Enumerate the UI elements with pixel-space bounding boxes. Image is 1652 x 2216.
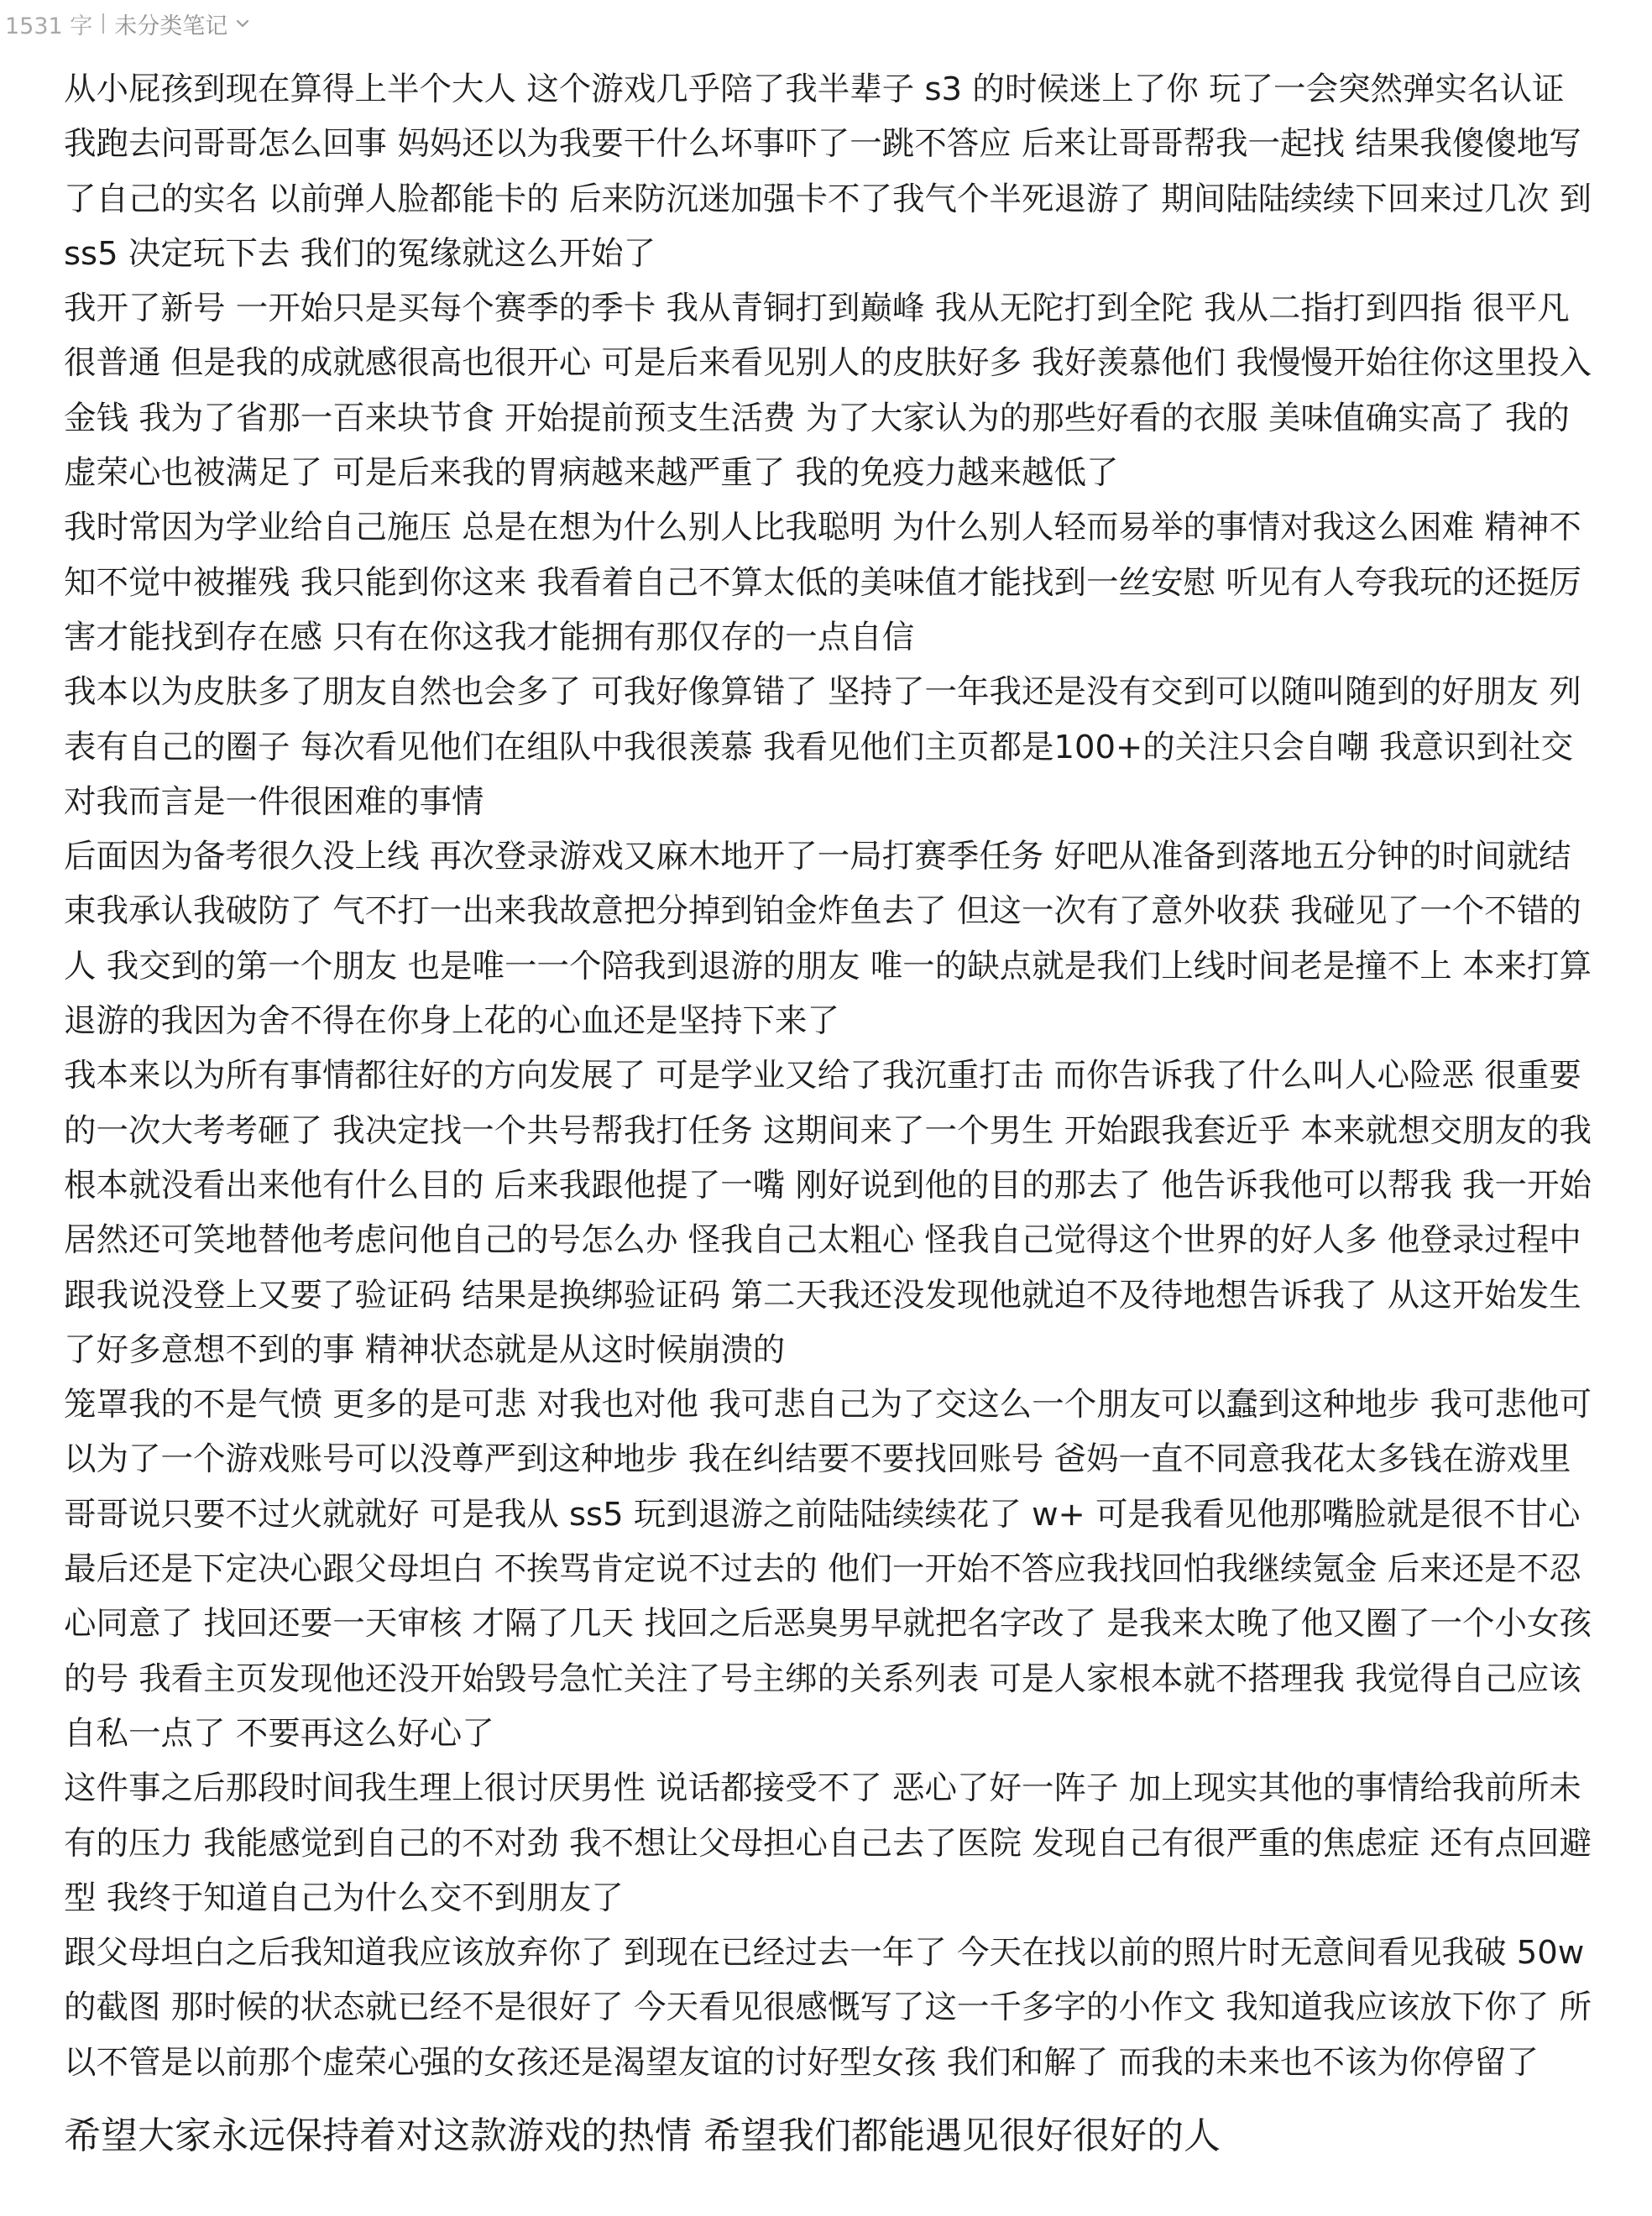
paragraph-4: 我本以为皮肤多了朋友自然也会多了 可我好像算错了 坚持了一年我还是没有交到可以随叫随到的好朋友 列表有自己的圈子 每次看见他们在组队中我很羡慕 我看见他们主页都是100+的关注只会自嘲 我意识到社交对我而言是一件很困难的事情 — [64, 673, 1581, 821]
folder-selector[interactable] — [114, 8, 251, 40]
paragraph-7: 笼罩我的不是气愤 更多的是可悲 对我也对他 我可悲自己为了交这么一个朋友可以蠢到这种地步 我可悲他可以为了一个游戏账号可以没尊严到这种地步 我在纠结要不要找回账号 爸妈一直不同意我花太多钱在游戏里 哥哥说只要不过火就就好 可是我从 ss5 玩到退游之前陆陆续续花了 w+ 可是我看见他那嘴脸就是很不甘心 最后还是下定决心跟父母坦白 不挨骂肯定说不过去的 他们一开始不答应我找回怕我继续氪金 后来还是不忍心同意了 找回还要一天审核 才隔了几天 找回之后恶臭男早就把名字改了 是我来太晚了他又圈了一个小女孩的号 我看主页发现他还没开始毁号急忙关注了号主绑的关系列表 可是人家根本就不搭理我 我觉得自己应该自私一点了 不要再这么好心了 — [64, 1386, 1592, 1753]
word-count: 1531 字 — [5, 13, 93, 39]
closing-line: 希望大家永远保持着对这款游戏的热情 希望我们都能遇见很好很好的人 — [64, 2114, 1221, 2157]
paragraph-9: 跟父母坦白之后我知道我应该放弃你了 到现在已经过去一年了 今天在找以前的照片时无意间看见我破 50w 的截图 那时候的状态就已经不是很好了 今天看见很感慨写了这一千多字的小作文 我知道我应该放下你了 所以不管是以前那个虚荣心强的女孩还是渴望友谊的讨好型女孩 我们和解了 而我的未来也不该为你停留了 — [64, 1934, 1592, 2082]
note-header — [0, 0, 251, 47]
paragraph-2: 我开了新号 一开始只是买每个赛季的季卡 我从青铜打到巅峰 我从无陀打到全陀 我从二指打到四指 很平凡很普通 但是我的成就感很高也很开心 可是后来看见别人的皮肤好多 我好羡慕他们 我慢慢开始往你这里投入金钱 我为了省那一百来块节食 开始提前预支生活费 为了大家认为的那些好看的衣服 美味值确实高了 我的虚荣心也被满足了 可是后来我的胃病越来越严重了 我的免疫力越来越低了 — [64, 290, 1592, 493]
paragraph-8: 这件事之后那段时间我生理上很讨厌男性 说话都接受不了 恶心了好一阵子 加上现实其他的事情给我前所未有的压力 我能感觉到自己的不对劲 我不想让父母担心自己去了医院 发现自己有很严重的焦虑症 还有点回避型 我终于知道自己为什么交不到朋友了 — [64, 1769, 1592, 1917]
folder-label: 未分类笔记 — [114, 13, 228, 39]
chevron-down-icon — [234, 15, 251, 32]
paragraph-5: 后面因为备考很久没上线 再次登录游戏又麻木地开了一局打赛季任务 好吧从准备到落地五分钟的时间就结束我承认我破防了 气不打一出来我故意把分掉到铂金炸鱼去了 但这一次有了意外收获 我碰见了一个不错的人 我交到的第一个朋友 也是唯一一个陪我到退游的朋友 唯一的缺点就是我们上线时间老是撞不上 本来打算退游的我因为舍不得在你身上花的心血还是坚持下来了 — [64, 838, 1592, 1041]
paragraph-3: 我时常因为学业给自己施压 总是在想为什么别人比我聪明 为什么别人轻而易举的事情对我这么困难 精神不知不觉中被摧残 我只能到你这来 我看着自己不算太低的美味值才能找到一丝安慰 听见有人夸我玩的还挺厉害才能找到存在感 只有在你这我才能拥有那仅存的一点自信 — [64, 509, 1581, 656]
note-body[interactable] — [64, 62, 1600, 2161]
header-divider — [102, 13, 104, 34]
paragraph-1: 从小屁孩到现在算得上半个大人 这个游戏几乎陪了我半辈子 s3 的时候迷上了你 玩了一会突然弹实名认证 我跑去问哥哥怎么回事 妈妈还以为我要干什么坏事吓了一跳不答应 后来让哥哥帮我一起找 结果我傻傻地写了自己的实名 以前弹人脸都能卡的 后来防沉迷加强卡不了我气个半死退游了 期间陆陆续续下回来过几次 到 ss5 决定玩下去 我们的冤缘就这么开始了 — [64, 71, 1592, 273]
paragraph-6: 我本来以为所有事情都往好的方向发展了 可是学业又给了我沉重打击 而你告诉我了什么叫人心险恶 很重要的一次大考考砸了 我决定找一个共号帮我打任务 这期间来了一个男生 开始跟我套近乎 本来就想交朋友的我根本就没看出来他有什么目的 后来我跟他提了一嘴 刚好说到他的目的那去了 他告诉我他可以帮我 我一开始居然还可笑地替他考虑问他自己的号怎么办 怪我自己太粗心 怪我自己觉得这个世界的好人多 他登录过程中跟我说没登上又要了验证码 结果是换绑验证码 第二天我还没发现他就迫不及待地想告诉我了 从这开始发生了好多意想不到的事 精神状态就是从这时候崩溃的 — [64, 1057, 1592, 1369]
